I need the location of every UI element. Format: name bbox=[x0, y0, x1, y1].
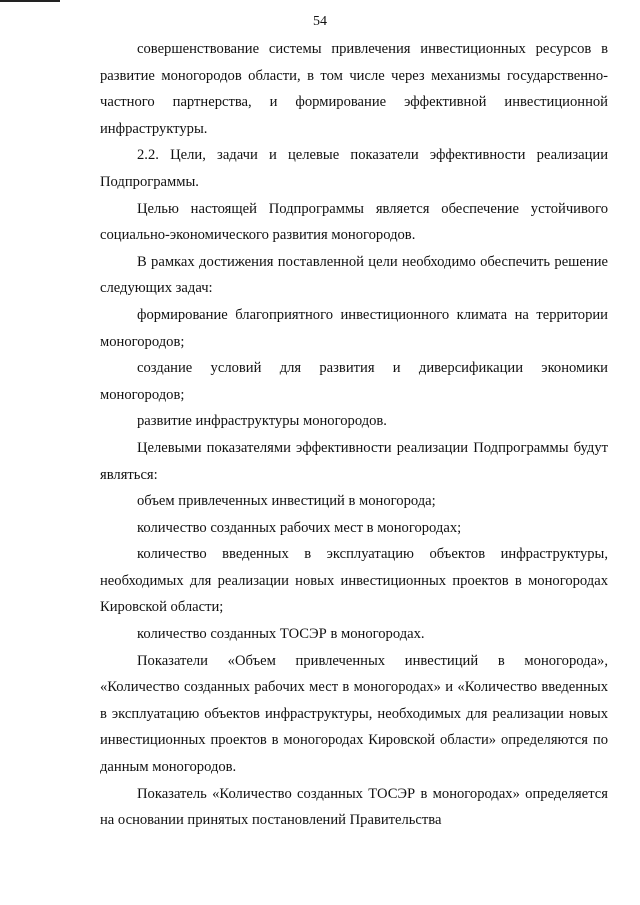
document-body bbox=[100, 36, 608, 834]
scan-edge-mark bbox=[0, 0, 60, 2]
task-item-investment-climate: формирование благоприятного инвестиционного климата на территории моногородов; bbox=[100, 306, 608, 350]
paragraph-indicators-intro: Целевыми показателями эффективности реализации Подпрограммы будут являться: bbox=[100, 439, 608, 483]
task-item-infrastructure: развитие инфраструктуры моногородов. bbox=[137, 413, 387, 430]
page-number: 54 bbox=[313, 14, 327, 29]
indicator-item-tosep: количество созданных ТОСЭР в моногородах. bbox=[137, 626, 425, 643]
indicator-item-jobs: количество созданных рабочих мест в моногородах; bbox=[137, 519, 462, 536]
task-item-diversification: создание условий для развития и диверсификации экономики моногородов; bbox=[100, 360, 608, 403]
paragraph-goal: Целью настоящей Подпрограммы является обеспечение устойчивого социально-экономического развития моногородов. bbox=[100, 200, 608, 244]
indicator-item-investments: объем привлеченных инвестиций в моногорода; bbox=[137, 493, 436, 510]
paragraph-tosep-indicator: Показатель «Количество созданных ТОСЭР в моногородах» определяется на основании принятых постановлений Правительства bbox=[100, 785, 608, 829]
paragraph-tasks-intro: В рамках достижения поставленной цели необходимо обеспечить решение следующих задач: bbox=[100, 253, 608, 297]
section-heading-2-2: 2.2. Цели, задачи и целевые показатели эффективности реализации Подпрограммы. bbox=[100, 147, 608, 190]
paragraph-investment-resources: совершенствование системы привлечения инвестиционных ресурсов в развитие моногородов области, в том числе через механизмы государственно-частного партнерства, и формирование эффективной инвестиционной инфраструктуры. bbox=[100, 41, 608, 137]
paragraph-indicators-source: Показатели «Объем привлеченных инвестиций в моногорода», «Количество созданных рабочих мест в моногородах» и «Количество введенных в эксплуатацию объектов инфраструктуры, необходимых для реализации новых инвестиционных проектов в моногородах Кировской области» определяются по данным моногородов. bbox=[100, 652, 608, 776]
indicator-item-infrastructure-objects: количество введенных в эксплуатацию объектов инфраструктуры, необходимых для реализации новых инвестиционных проектов в моногородах Кировской области; bbox=[100, 546, 608, 616]
